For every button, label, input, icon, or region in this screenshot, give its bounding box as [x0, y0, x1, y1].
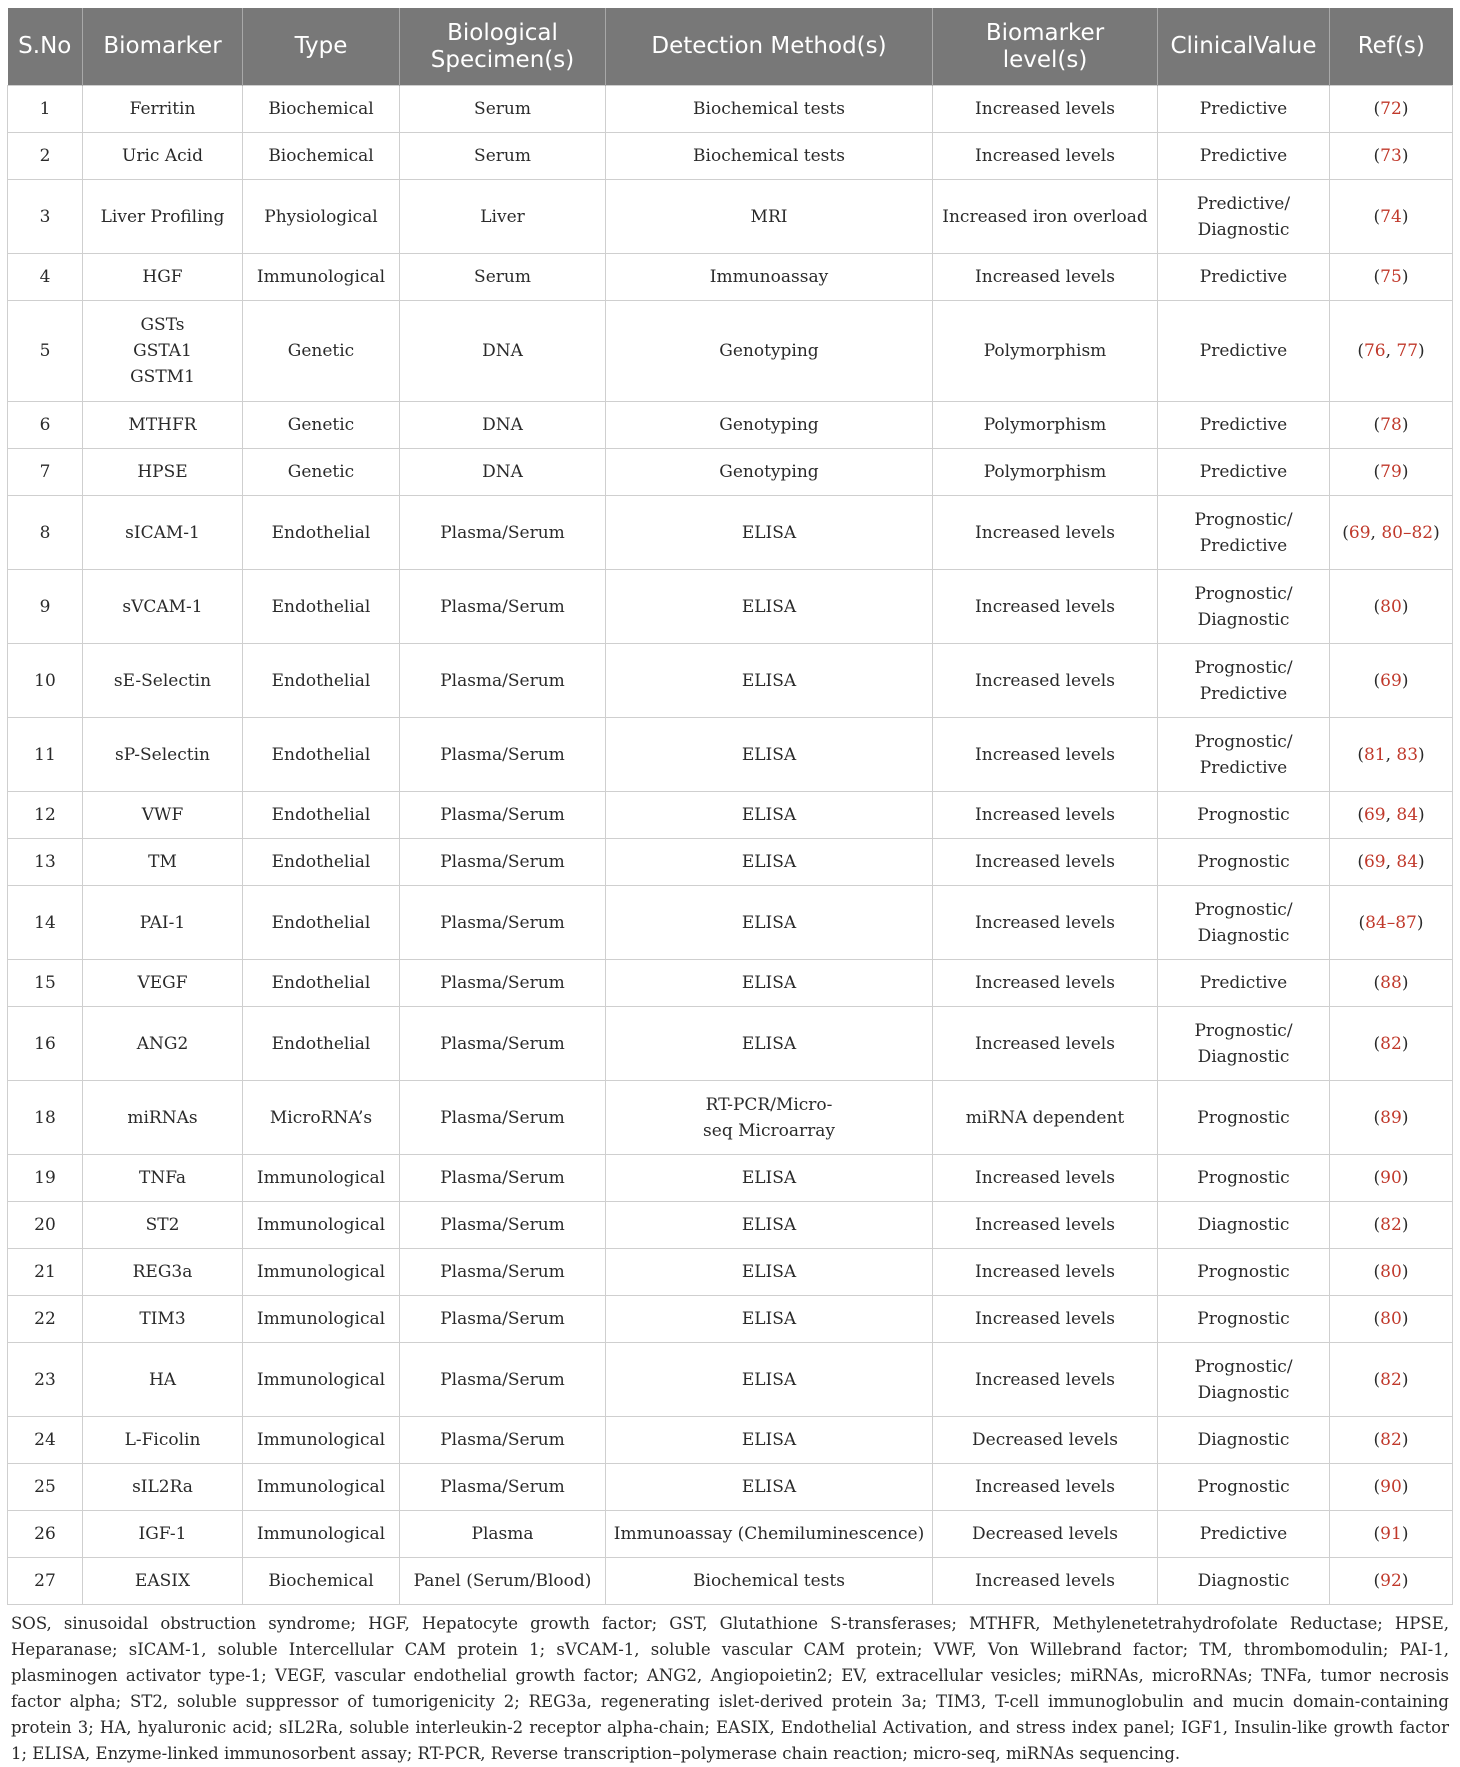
table-row: [8, 1343, 1453, 1417]
reference-link[interactable]: 82: [1380, 1369, 1402, 1390]
cell-level: Increased levels: [933, 792, 1158, 839]
header-level-label: Biomarker level(s): [985, 19, 1105, 73]
header-specimen: [400, 8, 606, 86]
cell-type: Immunological: [243, 1464, 400, 1511]
cell-type: Immunological: [243, 1296, 400, 1343]
cell-specimen: Serum: [400, 86, 606, 133]
cell-clinical: Predictive: [1158, 133, 1330, 180]
header-sno: S.No: [8, 8, 83, 86]
cell-specimen: Plasma/Serum: [400, 1464, 606, 1511]
reference-link[interactable]: 76, 77: [1363, 341, 1419, 361]
cell-level: Polymorphism: [933, 449, 1158, 496]
cell-clinical: Predictive/ Diagnostic: [1158, 180, 1330, 254]
cell-clinical: Predictive: [1158, 301, 1330, 402]
cell-level: Increased levels: [933, 1202, 1158, 1249]
cell-level: Polymorphism: [933, 402, 1158, 449]
cell-method: Immunoassay (Chemiluminescence): [606, 1511, 933, 1558]
cell-specimen: Plasma/Serum: [400, 1202, 606, 1249]
cell-clinical: Prognostic: [1158, 839, 1330, 886]
table-header-row: [8, 8, 1453, 86]
cell-clinical: Prognostic/ Diagnostic: [1158, 1343, 1330, 1417]
cell-type: Endothelial: [243, 886, 400, 960]
table-row: [8, 839, 1453, 886]
cell-type: MicroRNA’s: [243, 1081, 400, 1155]
cell-sno: 8: [8, 496, 83, 570]
cell-refs: (80): [1330, 1249, 1453, 1296]
cell-sno: 2: [8, 133, 83, 180]
cell-clinical: Predictive: [1158, 86, 1330, 133]
cell-method: ELISA: [606, 792, 933, 839]
cell-sno: 13: [8, 839, 83, 886]
cell-clinical: Prognostic: [1158, 1296, 1330, 1343]
cell-biomarker: Liver Profiling: [83, 180, 243, 254]
cell-biomarker: sVCAM-1: [83, 570, 243, 644]
reference-link[interactable]: 74: [1380, 206, 1402, 227]
cell-type: Endothelial: [243, 718, 400, 792]
cell-biomarker: HGF: [83, 254, 243, 301]
cell-type: Immunological: [243, 1249, 400, 1296]
reference-link[interactable]: 69, 80–82: [1348, 522, 1434, 543]
cell-level: Increased levels: [933, 1464, 1158, 1511]
cell-refs: (82): [1330, 1343, 1453, 1417]
cell-biomarker: GSTs GSTA1 GSTM1: [83, 301, 243, 402]
cell-level: Decreased levels: [933, 1417, 1158, 1464]
cell-sno: 1: [8, 86, 83, 133]
cell-type: Immunological: [243, 1511, 400, 1558]
reference-link[interactable]: 82: [1380, 1430, 1402, 1450]
cell-specimen: Serum: [400, 133, 606, 180]
cell-specimen: Plasma/Serum: [400, 496, 606, 570]
cell-type: Immunological: [243, 1343, 400, 1417]
header-refs: Ref(s): [1330, 8, 1453, 86]
cell-specimen: Plasma/Serum: [400, 718, 606, 792]
cell-refs: (82): [1330, 1007, 1453, 1081]
table-row: [8, 1007, 1453, 1081]
cell-specimen: Plasma/Serum: [400, 960, 606, 1007]
reference-link[interactable]: 73: [1380, 146, 1402, 166]
cell-specimen: DNA: [400, 301, 606, 402]
cell-specimen: Serum: [400, 254, 606, 301]
cell-refs: (89): [1330, 1081, 1453, 1155]
cell-type: Endothelial: [243, 1007, 400, 1081]
table-row: [8, 254, 1453, 301]
cell-refs: (82): [1330, 1417, 1453, 1464]
cell-specimen: Liver: [400, 180, 606, 254]
cell-method: RT-PCR/Micro-seq Microarray: [606, 1081, 933, 1155]
reference-link[interactable]: 69: [1380, 670, 1402, 691]
cell-method: Biochemical tests: [606, 1558, 933, 1605]
header-biomarker: Biomarker: [83, 8, 243, 86]
cell-refs: (80): [1330, 570, 1453, 644]
cell-clinical: Prognostic: [1158, 792, 1330, 839]
cell-method: ELISA: [606, 1202, 933, 1249]
cell-clinical: Prognostic: [1158, 1081, 1330, 1155]
cell-biomarker: EASIX: [83, 1558, 243, 1605]
cell-method: ELISA: [606, 1343, 933, 1417]
reference-link[interactable]: 79: [1380, 462, 1402, 482]
cell-biomarker: VWF: [83, 792, 243, 839]
cell-biomarker: HPSE: [83, 449, 243, 496]
cell-type: Endothelial: [243, 644, 400, 718]
cell-refs: (81, 83): [1330, 718, 1453, 792]
cell-method: Genotyping: [606, 402, 933, 449]
cell-specimen: Plasma/Serum: [400, 1296, 606, 1343]
cell-refs: (90): [1330, 1464, 1453, 1511]
cell-specimen: Plasma/Serum: [400, 839, 606, 886]
cell-method: ELISA: [606, 570, 933, 644]
cell-method: Biochemical tests: [606, 86, 933, 133]
table-row: [8, 1155, 1453, 1202]
reference-link[interactable]: 75: [1380, 267, 1402, 287]
header-level: [933, 8, 1158, 86]
cell-type: Genetic: [243, 402, 400, 449]
table-row: [8, 496, 1453, 570]
cell-biomarker: VEGF: [83, 960, 243, 1007]
reference-link[interactable]: 69, 84: [1363, 852, 1419, 872]
table-row: [8, 1081, 1453, 1155]
cell-refs: (91): [1330, 1511, 1453, 1558]
cell-specimen: Plasma/Serum: [400, 1343, 606, 1417]
cell-refs: (74): [1330, 180, 1453, 254]
cell-specimen: Plasma/Serum: [400, 1081, 606, 1155]
cell-specimen: Plasma/Serum: [400, 1007, 606, 1081]
cell-level: Increased levels: [933, 644, 1158, 718]
cell-level: Increased levels: [933, 1296, 1158, 1343]
cell-type: Endothelial: [243, 496, 400, 570]
reference-link[interactable]: 90: [1380, 1168, 1402, 1188]
cell-clinical: Prognostic/ Diagnostic: [1158, 1007, 1330, 1081]
cell-refs: (78): [1330, 402, 1453, 449]
cell-level: Increased levels: [933, 1007, 1158, 1081]
header-clinical: ClinicalValue: [1158, 8, 1330, 86]
cell-method: ELISA: [606, 886, 933, 960]
cell-type: Biochemical: [243, 86, 400, 133]
cell-sno: 26: [8, 1511, 83, 1558]
cell-type: Endothelial: [243, 570, 400, 644]
cell-type: Immunological: [243, 1155, 400, 1202]
reference-link[interactable]: 82: [1380, 1215, 1402, 1235]
table-row: [8, 449, 1453, 496]
table-row: [8, 1296, 1453, 1343]
cell-level: Increased levels: [933, 718, 1158, 792]
cell-refs: (72): [1330, 86, 1453, 133]
cell-clinical: Prognostic: [1158, 1464, 1330, 1511]
table-row: [8, 1558, 1453, 1605]
cell-level: Increased levels: [933, 1249, 1158, 1296]
cell-biomarker: sP-Selectin: [83, 718, 243, 792]
reference-link[interactable]: 78: [1380, 415, 1402, 435]
cell-clinical: Prognostic/ Predictive: [1158, 496, 1330, 570]
cell-level: Increased levels: [933, 1343, 1158, 1417]
cell-sno: 5: [8, 301, 83, 402]
table-row: [8, 960, 1453, 1007]
cell-biomarker: PAI-1: [83, 886, 243, 960]
cell-biomarker: sE-Selectin: [83, 644, 243, 718]
table-row: [8, 718, 1453, 792]
reference-link[interactable]: 91: [1380, 1524, 1402, 1544]
cell-biomarker: IGF-1: [83, 1511, 243, 1558]
cell-specimen: Plasma/Serum: [400, 792, 606, 839]
cell-sno: 9: [8, 570, 83, 644]
cell-clinical: Predictive: [1158, 1511, 1330, 1558]
reference-link[interactable]: 89: [1380, 1107, 1402, 1128]
cell-method: ELISA: [606, 1007, 933, 1081]
reference-link[interactable]: 81, 83: [1363, 744, 1419, 765]
cell-biomarker: sICAM-1: [83, 496, 243, 570]
reference-link[interactable]: 80: [1380, 1309, 1402, 1329]
cell-sno: 24: [8, 1417, 83, 1464]
cell-specimen: Plasma/Serum: [400, 1155, 606, 1202]
reference-link[interactable]: 80: [1380, 596, 1402, 617]
cell-level: Increased levels: [933, 960, 1158, 1007]
cell-level: miRNA dependent: [933, 1081, 1158, 1155]
cell-method: ELISA: [606, 1464, 933, 1511]
biomarker-table: [7, 8, 1453, 1605]
cell-specimen: Plasma: [400, 1511, 606, 1558]
cell-sno: 22: [8, 1296, 83, 1343]
table-row: [8, 886, 1453, 960]
cell-level: Increased levels: [933, 1558, 1158, 1605]
cell-sno: 23: [8, 1343, 83, 1417]
cell-sno: 4: [8, 254, 83, 301]
reference-link[interactable]: 82: [1380, 1033, 1402, 1054]
cell-level: Polymorphism: [933, 301, 1158, 402]
table-row: [8, 1249, 1453, 1296]
reference-link[interactable]: 80: [1380, 1262, 1402, 1282]
cell-specimen: Plasma/Serum: [400, 1417, 606, 1464]
cell-specimen: Plasma/Serum: [400, 644, 606, 718]
reference-link[interactable]: 69, 84: [1363, 805, 1419, 825]
cell-clinical: Predictive: [1158, 254, 1330, 301]
cell-biomarker: HA: [83, 1343, 243, 1417]
cell-specimen: Panel (Serum/Blood): [400, 1558, 606, 1605]
cell-clinical: Prognostic: [1158, 1155, 1330, 1202]
cell-refs: (69): [1330, 644, 1453, 718]
cell-level: Increased levels: [933, 839, 1158, 886]
cell-biomarker: MTHFR: [83, 402, 243, 449]
table-row: [8, 1511, 1453, 1558]
cell-type: Immunological: [243, 1202, 400, 1249]
cell-refs: (69, 84): [1330, 839, 1453, 886]
cell-type: Genetic: [243, 449, 400, 496]
cell-biomarker: TNFa: [83, 1155, 243, 1202]
cell-clinical: Diagnostic: [1158, 1417, 1330, 1464]
cell-refs: (69, 80–82): [1330, 496, 1453, 570]
cell-sno: 6: [8, 402, 83, 449]
cell-level: Increased levels: [933, 886, 1158, 960]
reference-link[interactable]: 90: [1380, 1477, 1402, 1497]
reference-link[interactable]: 84–87: [1365, 912, 1417, 933]
cell-specimen: DNA: [400, 402, 606, 449]
cell-sno: 14: [8, 886, 83, 960]
table-row: [8, 180, 1453, 254]
cell-sno: 27: [8, 1558, 83, 1605]
cell-method: ELISA: [606, 1155, 933, 1202]
cell-type: Physiological: [243, 180, 400, 254]
cell-sno: 20: [8, 1202, 83, 1249]
cell-clinical: Diagnostic: [1158, 1202, 1330, 1249]
reference-link[interactable]: 72: [1380, 99, 1402, 119]
cell-sno: 15: [8, 960, 83, 1007]
cell-level: Increased levels: [933, 496, 1158, 570]
cell-method: ELISA: [606, 718, 933, 792]
cell-sno: 18: [8, 1081, 83, 1155]
cell-biomarker: L-Ficolin: [83, 1417, 243, 1464]
cell-clinical: Diagnostic: [1158, 1558, 1330, 1605]
cell-biomarker: Uric Acid: [83, 133, 243, 180]
cell-refs: (84–87): [1330, 886, 1453, 960]
cell-biomarker: TIM3: [83, 1296, 243, 1343]
reference-link[interactable]: 88: [1380, 973, 1402, 993]
header-method: Detection Method(s): [606, 8, 933, 86]
cell-biomarker: ANG2: [83, 1007, 243, 1081]
cell-level: Decreased levels: [933, 1511, 1158, 1558]
table-row: [8, 570, 1453, 644]
cell-sno: 16: [8, 1007, 83, 1081]
cell-type: Endothelial: [243, 839, 400, 886]
table-row: [8, 792, 1453, 839]
cell-level: Increased levels: [933, 570, 1158, 644]
cell-refs: (88): [1330, 960, 1453, 1007]
table-row: [8, 301, 1453, 402]
cell-refs: (90): [1330, 1155, 1453, 1202]
cell-method: ELISA: [606, 1417, 933, 1464]
cell-method: ELISA: [606, 960, 933, 1007]
reference-link[interactable]: 92: [1380, 1571, 1402, 1591]
table-row: [8, 86, 1453, 133]
cell-clinical: Predictive: [1158, 960, 1330, 1007]
cell-method: ELISA: [606, 1296, 933, 1343]
cell-specimen: Plasma/Serum: [400, 886, 606, 960]
cell-biomarker: miRNAs: [83, 1081, 243, 1155]
cell-refs: (82): [1330, 1202, 1453, 1249]
cell-specimen: DNA: [400, 449, 606, 496]
cell-clinical: Prognostic/ Predictive: [1158, 718, 1330, 792]
cell-biomarker: sIL2Ra: [83, 1464, 243, 1511]
cell-refs: (69, 84): [1330, 792, 1453, 839]
table-row: [8, 1417, 1453, 1464]
cell-specimen: Plasma/Serum: [400, 1249, 606, 1296]
cell-biomarker: Ferritin: [83, 86, 243, 133]
cell-clinical: Prognostic/ Diagnostic: [1158, 886, 1330, 960]
cell-type: Endothelial: [243, 960, 400, 1007]
cell-method: Immunoassay: [606, 254, 933, 301]
cell-method: ELISA: [606, 496, 933, 570]
table-body: [8, 86, 1453, 1605]
cell-sno: 19: [8, 1155, 83, 1202]
table-row: [8, 644, 1453, 718]
cell-method: Biochemical tests: [606, 133, 933, 180]
cell-level: Increased levels: [933, 133, 1158, 180]
cell-refs: (80): [1330, 1296, 1453, 1343]
cell-refs: (92): [1330, 1558, 1453, 1605]
cell-specimen: Plasma/Serum: [400, 570, 606, 644]
cell-type: Immunological: [243, 1417, 400, 1464]
cell-level: Increased levels: [933, 86, 1158, 133]
header-type: Type: [243, 8, 400, 86]
cell-refs: (76, 77): [1330, 301, 1453, 402]
cell-clinical: Prognostic/ Diagnostic: [1158, 570, 1330, 644]
table-row: [8, 402, 1453, 449]
cell-refs: (73): [1330, 133, 1453, 180]
cell-method: ELISA: [606, 1249, 933, 1296]
cell-sno: 25: [8, 1464, 83, 1511]
cell-method: Genotyping: [606, 301, 933, 402]
cell-method: ELISA: [606, 644, 933, 718]
table-footnote: SOS, sinusoidal obstruction syndrome; HGF, Hepatocyte growth factor; GST, Glutathione S-transferases; MTHFR, Methylenetetrahydrofolate Reductase; HPSE, Heparanase; sICAM-1, soluble Intercellular CAM protein 1; sVCAM-1, soluble vascular CAM protein; VWF, Von Willebrand factor; TM, thrombomodulin; PAI-1, plasminogen activator type-1; VEGF, vascular endothelial growth factor; ANG2, Angiopoietin2; EV, extracellular vesicles; miRNAs, microRNAs; TNFa, tumor necrosis factor alpha; ST2, soluble suppressor of tumorigenicity 2; REG3a, regenerating islet-derived protein 3a; TIM3, T-cell immunoglobulin and mucin domain-containing protein 3; HA, hyaluronic acid; sIL2Ra, soluble interleukin-2 receptor alpha-chain; EASIX, Endothelial Activation, and stress index panel; IGF1, Insulin-like growth factor 1; ELISA, Enzyme-linked immunosorbent assay; RT-PCR, Reverse transcription–polymerase chain reaction; micro-seq, miRNAs sequencing.: [11, 1614, 1449, 1763]
table-row: [8, 1464, 1453, 1511]
cell-level: Increased levels: [933, 1155, 1158, 1202]
cell-sno: 21: [8, 1249, 83, 1296]
cell-type: Biochemical: [243, 133, 400, 180]
cell-type: Endothelial: [243, 792, 400, 839]
cell-type: Genetic: [243, 301, 400, 402]
cell-sno: 3: [8, 180, 83, 254]
cell-level: Increased levels: [933, 254, 1158, 301]
cell-clinical: Predictive: [1158, 402, 1330, 449]
cell-sno: 11: [8, 718, 83, 792]
table-row: [8, 133, 1453, 180]
cell-refs: (79): [1330, 449, 1453, 496]
cell-type: Immunological: [243, 254, 400, 301]
cell-clinical: Predictive: [1158, 449, 1330, 496]
cell-sno: 10: [8, 644, 83, 718]
table-row: [8, 1202, 1453, 1249]
cell-type: Biochemical: [243, 1558, 400, 1605]
cell-biomarker: ST2: [83, 1202, 243, 1249]
cell-method: Genotyping: [606, 449, 933, 496]
cell-clinical: Prognostic/ Predictive: [1158, 644, 1330, 718]
cell-level: Increased iron overload: [933, 180, 1158, 254]
cell-biomarker: TM: [83, 839, 243, 886]
cell-method: MRI: [606, 180, 933, 254]
cell-biomarker: REG3a: [83, 1249, 243, 1296]
cell-clinical: Prognostic: [1158, 1249, 1330, 1296]
cell-refs: (75): [1330, 254, 1453, 301]
cell-sno: 7: [8, 449, 83, 496]
header-specimen-label: Biological Specimen(s): [430, 19, 575, 73]
cell-method: ELISA: [606, 839, 933, 886]
cell-sno: 12: [8, 792, 83, 839]
